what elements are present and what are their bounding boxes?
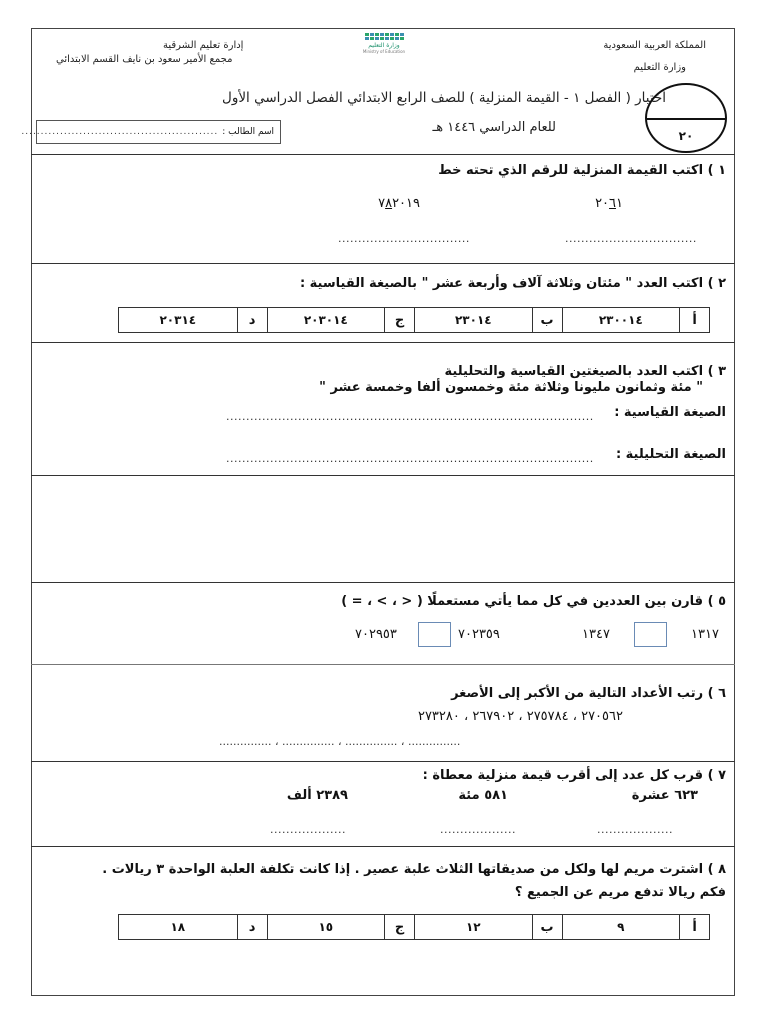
q8-option-b[interactable]: ١٢: [414, 915, 532, 939]
q8-option-letter: د: [237, 915, 267, 939]
q7-item-1: ٦٢٣ عشرة: [631, 788, 698, 803]
q1-answer-a[interactable]: .................................: [565, 232, 697, 245]
header-school: مجمع الأمير سعود بن نايف القسم الابتدائي: [56, 54, 233, 65]
q2-title: ٢ ) اكتب العدد " مئتان وثلاثة آلاف وأربعة عشر " بالصيغة القياسية :: [299, 276, 726, 291]
q8-option-a[interactable]: ٩: [562, 915, 680, 939]
q6-separator: [31, 761, 735, 762]
q3-quote: " مئة وثمانون مليونا وثلاثة مئة وخمسون ألفا وخمسة عشر ": [319, 380, 703, 395]
score-circle: [645, 83, 727, 153]
q6-answer[interactable]: ............... ، ............... ، ............... ، ...............: [219, 735, 461, 748]
q7-answer-3[interactable]: ...................: [270, 823, 346, 836]
q8-option-letter: ج: [384, 915, 414, 939]
q1-number-a: ٢٠٦١: [595, 196, 623, 211]
q6-title: ٦ ) رتب الأعداد التالية من الأكبر إلى الأصغر: [451, 686, 726, 701]
q2-separator: [31, 342, 735, 343]
q2-option-letter: ب: [532, 308, 562, 332]
q5-title: ٥ ) قارن بين العددين في كل مما يأتي مستعملًا ( < ، > ، = ): [341, 594, 726, 609]
q2-option-a[interactable]: ٢٣٠٠١٤: [562, 308, 680, 332]
student-name-label: اسم الطالب :: [222, 127, 274, 137]
q8-options-table: [118, 914, 710, 940]
q5-pair2-left: ٧٠٢٩٥٣: [355, 627, 397, 642]
score-total: ٢٠: [678, 129, 694, 143]
q8-option-letter: أ: [679, 915, 709, 939]
q2-option-b[interactable]: ٢٣٠١٤: [414, 308, 532, 332]
q1-answer-b[interactable]: .................................: [338, 232, 470, 245]
header-country: المملكة العربية السعودية: [603, 40, 706, 51]
q5-pair1-right: ١٣١٧: [691, 627, 719, 642]
q7-answer-2[interactable]: ...................: [440, 823, 516, 836]
q1-number-b: ٧٨٢٠١٩: [378, 196, 420, 211]
q8-option-d[interactable]: ١٨: [170, 920, 186, 934]
q1-title: ١ ) اكتب القيمة المنزلية للرقم الذي تحته خط: [438, 163, 726, 178]
exam-title: اختبار ( الفصل ١ - القيمة المنزلية ) للصف الرابع الابتدائي الفصل الدراسي الأول: [222, 90, 666, 106]
q7-item-3: ٢٣٨٩ ألف: [286, 788, 348, 803]
logo-en-text: Ministry of Education: [362, 49, 406, 54]
q3-expanded-answer[interactable]: ............................................................................................: [226, 452, 594, 465]
student-name-dots: ...................................................: [21, 127, 219, 137]
q2-option-letter: أ: [679, 308, 709, 332]
q5-pair2-right: ٧٠٢٣٥٩: [458, 627, 500, 642]
logo-text: وزارة التعليم: [368, 42, 400, 49]
q2-option-d[interactable]: ٢٠٣١٤: [159, 313, 197, 327]
academic-year: للعام الدراسي ١٤٤٦ هـ: [432, 120, 556, 135]
q8-option-c[interactable]: ١٥: [267, 915, 385, 939]
q7-item-2: ٥٨١ مئة: [458, 788, 508, 803]
q3-standard-label: الصيغة القياسية :: [614, 405, 726, 420]
q8-title-line1: ٨ ) اشترت مريم لها ولكل من صديقاتها الثلاث علبة عصير . إذا كانت تكلفة العلبة الواحدة ٣ ريالات .: [102, 862, 726, 877]
student-name-field[interactable]: [21, 120, 281, 144]
q3-standard-answer[interactable]: ............................................................................................: [226, 410, 594, 423]
q2-options-table: [118, 307, 710, 333]
q8-option-letter: ب: [532, 915, 562, 939]
q3-separator: [31, 475, 735, 476]
header-separator: [31, 154, 735, 155]
q5-compare-box-2[interactable]: [418, 622, 451, 647]
q6-numbers: ٢٧٠٥٦٢ ، ٢٧٥٧٨٤ ، ٢٦٧٩٠٢ ، ٢٧٣٢٨٠: [417, 709, 623, 724]
header-ministry: وزارة التعليم: [633, 62, 686, 73]
q1-separator: [31, 263, 735, 264]
header-directorate: إدارة تعليم الشرقية: [163, 40, 244, 51]
q7-title: ٧ ) قرب كل عدد إلى أقرب قيمة منزلية معطاة :: [422, 768, 726, 783]
q2-option-c[interactable]: ٢٠٣٠١٤: [267, 308, 385, 332]
q5-compare-box-1[interactable]: [634, 622, 667, 647]
blank-section-separator: [31, 582, 735, 583]
q2-option-letter: د: [237, 308, 267, 332]
score-divider: [647, 118, 725, 120]
q8-title-line2: فكم ريالا تدفع مريم عن الجميع ؟: [514, 885, 726, 900]
q3-expanded-label: الصيغة التحليلية :: [615, 447, 726, 462]
q7-separator: [31, 846, 735, 847]
q3-title: ٣ ) اكتب العدد بالصيغتين القياسية والتحليلية: [444, 364, 726, 379]
q5-separator: [31, 664, 735, 665]
q5-pair1-left: ١٣٤٧: [582, 627, 610, 642]
ministry-logo: [356, 33, 412, 63]
q7-answer-1[interactable]: ...................: [597, 823, 673, 836]
q2-option-letter: ج: [384, 308, 414, 332]
